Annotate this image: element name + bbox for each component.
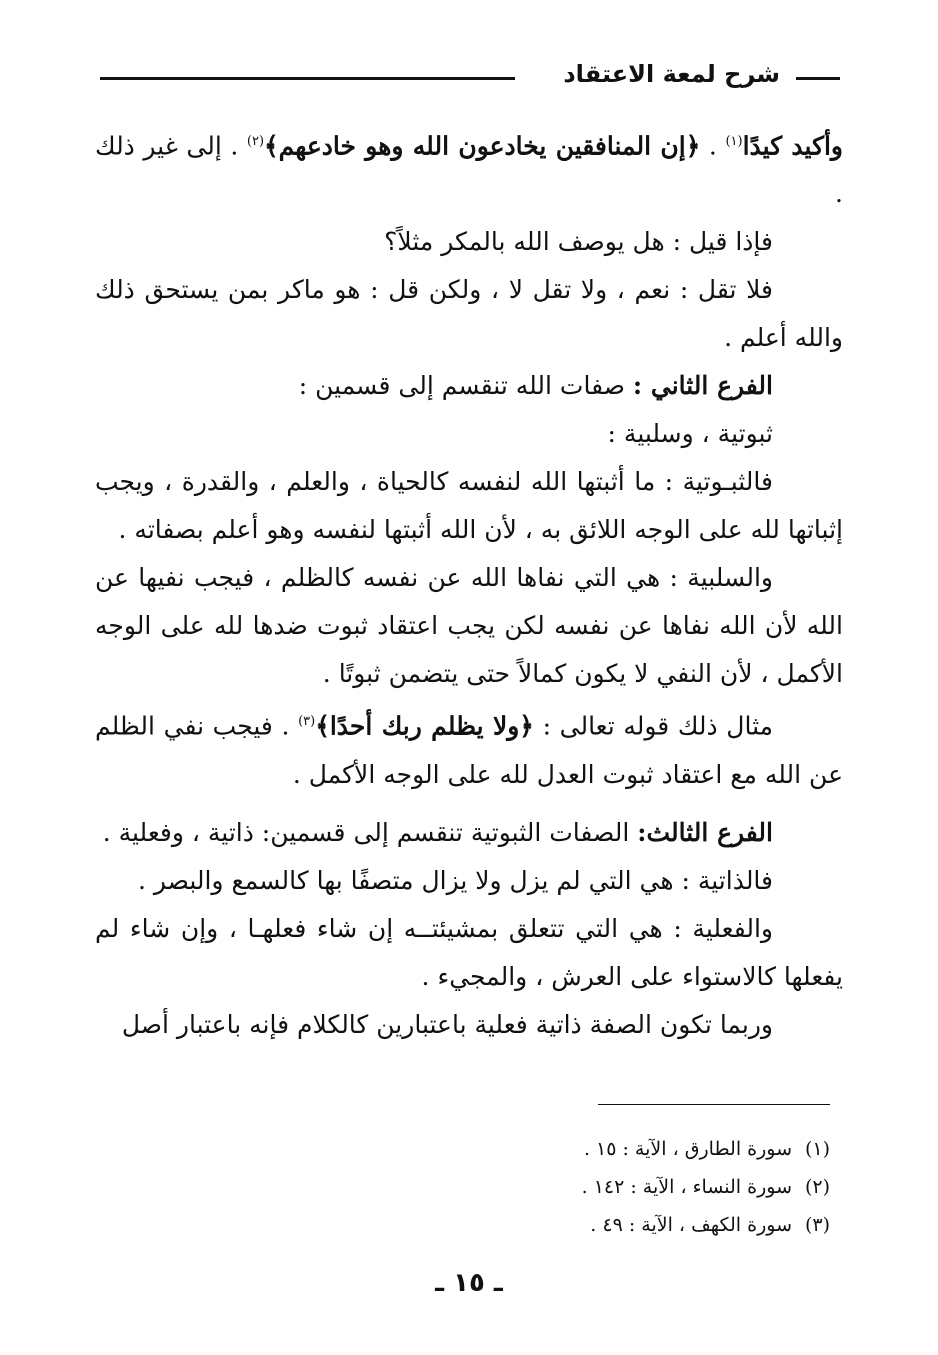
header-rule-right — [796, 77, 840, 80]
footnote-separator — [598, 1104, 830, 1105]
footnote-ref-3: (٣) — [298, 714, 316, 730]
paragraph-10: فالذاتية : هي التي لم يزل ولا يزال متصفًا بها كالسمع والبصر . — [137, 865, 773, 895]
paragraph-2: فإذا قيل : هل يوصف الله بالمكر مثلاً؟ — [384, 227, 773, 257]
paragraph-3: فلا تقل : نعم ، ولا تقل لا ، ولكن قل : هو ماكر بمن يستحق ذلك والله أعلم . — [95, 275, 843, 353]
quran-quote-2: ﴿إن المنافقين يخادعون الله وهو خادعهم﴾ — [264, 131, 701, 161]
footnote-1-text: سورة الطارق ، الآية : ١٥ . — [583, 1138, 792, 1160]
section-label-3: الفرع الثالث: — [637, 817, 773, 847]
paragraph-1-sep: . — [700, 131, 726, 161]
header-rule-left — [100, 77, 515, 80]
quran-quote-3: ﴿ولا يظلم ربك أحدًا﴾ — [315, 711, 534, 741]
paragraph-4-text: صفات الله تنقسم إلى قسمين : — [298, 371, 633, 401]
paragraph-8-start: مثال ذلك قوله تعالى : — [533, 711, 774, 741]
page-number: ـ ١٥ ـ — [435, 1268, 503, 1298]
paragraph-9 — [95, 809, 843, 857]
page-body — [95, 118, 843, 1049]
footnote-1 — [330, 1130, 830, 1168]
paragraph-5: ثبوتية ، وسلبية : — [607, 419, 773, 449]
footnote-2-text: سورة النساء ، الآية : ١٤٢ . — [581, 1176, 792, 1198]
section-label-2: الفرع الثاني : — [632, 371, 773, 401]
paragraph-9-text: الصفات الثبوتية تنقسم إلى قسمين: ذاتية ، وفعلية . — [102, 817, 638, 847]
paragraph-8 — [95, 698, 843, 798]
footnote-1-number: (١) — [804, 1138, 830, 1160]
running-header — [100, 58, 840, 98]
footnote-ref-1: (١) — [725, 134, 743, 149]
quran-quote-1: وأكيد كيدًا — [742, 131, 844, 161]
footnote-ref-2: (٢) — [246, 134, 265, 149]
footnotes — [330, 1130, 830, 1244]
paragraph-12: وربما تكون الصفة ذاتية فعلية باعتبارين كالكلام فإنه باعتبار أصل — [121, 1009, 773, 1039]
footnote-2 — [330, 1168, 830, 1206]
header-title: شرح لمعة الاعتقاد — [563, 60, 780, 88]
paragraph-6: فالثبـوتية : ما أثبتها الله لنفسه كالحياة ، والعلم ، والقدرة ، ويجب إثباتها لله على الوجه اللائق به ، لأن الله أثبتها لنفسه وهو أعلم بصفاته . — [95, 467, 843, 545]
footnote-3-text: سورة الكهف ، الآية : ٤٩ . — [590, 1214, 792, 1236]
paragraph-4 — [95, 362, 843, 410]
paragraph-1-end: . إلى غير ذلك . — [95, 131, 843, 209]
paragraph-1 — [95, 118, 843, 218]
paragraph-7: والسلبية : هي التي نفاها الله عن نفسه كالظلم ، فيجب نفيها عن الله لأن الله نفاها عن نفسه لكن يجب اعتقاد ثبوت ضدها لله على الوجه الأكمل ، لأن النفي لا يكون كمالاً حتى يتضمن ثبوتًا . — [95, 563, 843, 689]
paragraph-8-end: . فيجب نفي الظلم عن الله مع اعتقاد ثبوت العدل لله على الوجه الأكمل . — [95, 711, 843, 789]
footnote-2-number: (٢) — [804, 1176, 830, 1198]
footnote-3 — [330, 1206, 830, 1244]
footnote-3-number: (٣) — [804, 1214, 830, 1236]
paragraph-11: والفعلية : هي التي تتعلق بمشيئتــه إن شاء فعلهـا ، وإن شاء لم يفعلها كالاستواء على العرش ، والمجيء . — [95, 913, 843, 991]
